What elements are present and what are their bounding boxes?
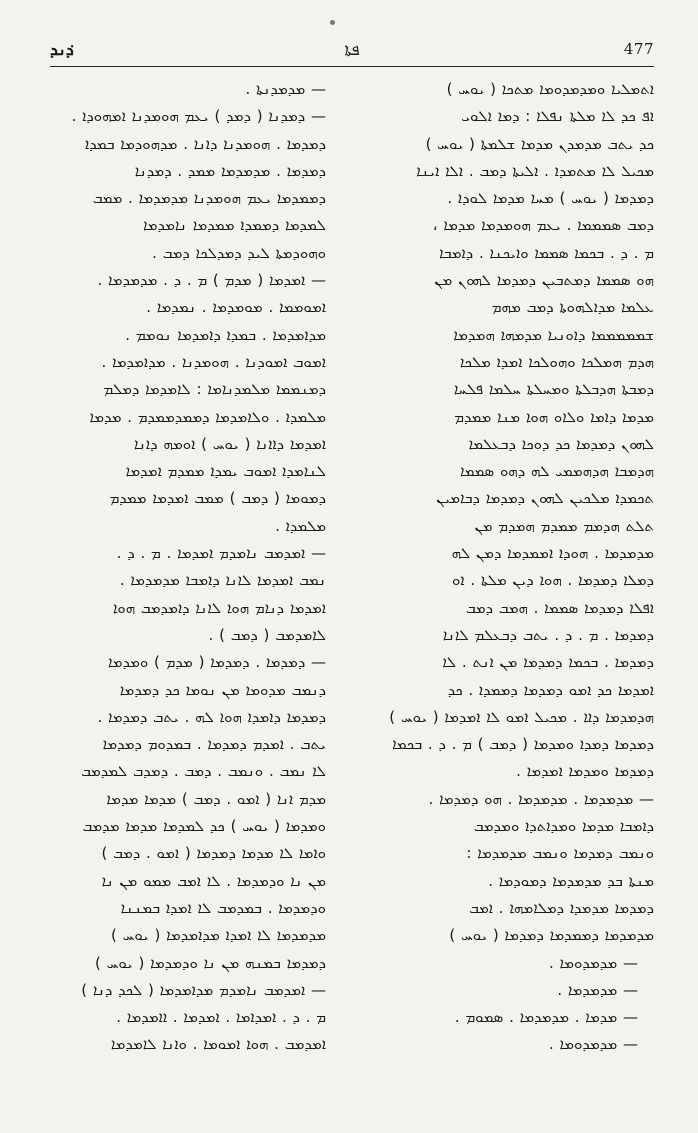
- dictionary-line: ܕܡܕܡܐ ( ܝܘܚ ) ܡܚܐ ܡܕܡܐ ܠܘܕܐ .: [447, 189, 654, 208]
- dictionary-line: — ܡܕܡܕܡܐ .: [557, 980, 638, 999]
- dictionary-line: — ܡܕܡܕܘܡܐ .: [548, 953, 638, 972]
- dictionary-line: ܡܕܡ ܐܢܐ ( ܐܡܘ . ܕܡܒ ) ܡܕܡܐ ܡܕܡܐ: [106, 789, 326, 808]
- dictionary-line: ܡܢ ܢܐ ܘܕܡܕܡܐ . ܠܐ ܐܡܒ ܡܡܘ ܡܢ ܢܐ: [101, 871, 326, 890]
- dictionary-line: ܠܐܡܕܡܒ ( ܕܡܒ ) .: [208, 625, 326, 644]
- dictionary-line: — ܐܡܕܡܒ ܢܐܡܕܡ ܡܕܐܡܕܡܐ ( ܠܟܕ ܕܢܐ ): [81, 980, 326, 999]
- dictionary-line: ܐܡܕܡܐ ܕܐܐܢܐ ( ܝܘܚ ) ܐܘܡܗ ܕܐܢܐ: [133, 434, 326, 453]
- dictionary-line: ܕܐܡܒܐ ܡܕܡܐ ܘܡܕܐܬܕܐ ܘܡܕܡܒ: [473, 817, 654, 836]
- dictionary-line: ܘܡܕܡܐ ( ܝܘܚ ) ܟܕ ܠܡܕܡܐ ܡܕܡܐ ܡܕܡܒ: [82, 817, 326, 836]
- guide-word: ܕ݁ܢܕ: [50, 40, 74, 59]
- page-number: 477: [623, 40, 654, 58]
- dictionary-line: ܬܟܡܕܐ ܡܠܟܝܢ ܠܗܘܢ ܕܡܕܡܐ ܕܒܐܡܝܢ: [436, 489, 654, 508]
- dictionary-line: ܢܡܒ ܐܡܕܡܐ ܠܐܢܐ ܕܐܡܒܐ ܡܕܡܕܡܐ .: [119, 571, 326, 590]
- dictionary-line: ܕܡܕܡܐ ܘܡܕܡܐ ܐܡܕܡܐ .: [516, 762, 654, 781]
- dictionary-line: ܠܢܐܡܕܐ ܐܡܘܒ ܝܡܕܐ ܡܡܕܡ ܐܡܕܡܐ: [125, 462, 326, 481]
- dictionary-line: ܕܡܒܬܐ ܗܕܒܠܬܐ ܘܡܚܠܬܐ ܚܠܡܐ ܦܠܚܐ: [453, 380, 654, 399]
- dictionary-line: ܗܕܡ ܗܡܠܟܐ ܘܗܘܠܟܐ ܐܡܕܐ ܡܠܟܐ: [459, 352, 654, 371]
- dictionary-line: ܕܡܕܡܐ . ܡ . ܕ . ܝܬܒ ܕܒܥܠܡ ܠܐܢܐ: [442, 625, 654, 644]
- dictionary-line: — ܐܡܕܡܐ ( ܡܕܡ ) ܡ . ܕ . ܡܕܡܕܡܐ .: [97, 271, 326, 290]
- dictionary-line: ܡܕܡܕܡܐ ܠܐ ܐܡܕܐ ܡܕܐܡܕܡܐ ( ܝܘܚ ): [111, 926, 326, 945]
- dictionary-line: ܐܡܕܡܐ ܟܕ ܐܡܘ ܕܡܕܡܐ ܕܡܡܕܐ . ܟܕ: [447, 680, 654, 699]
- dictionary-line: ܘܕܡܕܡܐ . ܒܡܕܡܒ ܠܐ ܐܡܕܐ ܒܡܢܢܐ: [120, 898, 326, 917]
- header-rule: [50, 66, 654, 67]
- dictionary-line: ܟܕ ܝܬܒ ܡܕܡܕܢ ܡܕܡܐ ܫܠܡܬܐ ( ܝܘܚ ): [425, 134, 654, 153]
- dictionary-line: ܕܡܢܡܡܐ ܡܠܡܕܢܐܡܐ : ܠܐܡܕܡܐ ܕܡܠܡ: [103, 380, 326, 399]
- dictionary-line: ܗܕܡܒܐ ܗܕܗܡܡܝ ܠܗ ܕܗܘ ܣܡܡܐ: [460, 462, 654, 481]
- dictionary-line: ܐܡܕܡܐ ܕܢܐܡ ܗܘܐ ܠܐܢܐ ܕܐܡܕܡܒ ܗܘܐ: [112, 598, 326, 617]
- dictionary-line: ܡܠܡܕܐ .: [275, 516, 326, 535]
- dictionary-line: ܐܦ ܟܕ ܠܐ ܡܠܬܐ ܢܦܠܐ : ܕܡܐ ܐܠܘܝ: [461, 107, 654, 126]
- dictionary-line: ܕܡܕܡܐ ܒܡܢܗ ܡܢ ܢܐ ܘܕܡܕܡܐ ( ܝܘܚ ): [94, 953, 326, 972]
- dictionary-line: — ܐܡܕܡܒ ܢܐܡܕܡ ܐܡܕܡܐ . ܡ . ܕ .: [116, 544, 326, 563]
- dictionary-line: ܡܕܡܕܡܐ . ܗܘܕܐ ܐܡܡܕܡܐ ܕܡܢ ܠܗ: [451, 544, 654, 563]
- dictionary-line: ܗܕܡܕܡܐ ܕܐܐ . ܡܟܝܠ ܐܡܘ ܠܐ ܐܡܕܡܐ ( ܝܘܚ ): [389, 707, 654, 726]
- dictionary-line: ܘܐܡܐ ܠܐ ܡܕܡܐ ܕܡܕܡܐ ( ܐܡܘ . ܕܡܒ ): [101, 844, 326, 863]
- dictionary-line: ܐܬܡܠܝܐ ܘܡܕܡܕܘܡܐ ܡܬܟܐ ( ܝܘܚ ): [446, 80, 654, 98]
- dictionary-line: ܘܗܘܕܡܬܐ ܠܝܕ ܕܡܕܠܟܐ ܕܡܒ .: [152, 243, 326, 262]
- dictionary-line: ܐܡܕܡܒ . ܗܘܐ ܐܡܘܡܐ . ܘܐܢܐ ܠܐܡܕܡܐ: [110, 1035, 326, 1054]
- dictionary-line: — ܡܕܡܐ . ܡܕܡܕܡܐ . ܣܡܘܡ .: [454, 1008, 638, 1027]
- dictionary-line: ܝܬܒ . ܐܡܕܡ ܕܡܕܡܐ . ܒܡܕܘܡ ܕܡܕܡܐ: [102, 735, 326, 754]
- dictionary-line: ܕܡܘܡܐ ( ܕܡܒ ) ܡܡܒ ܐܡܕܡܐ ܡܡܕܡ: [109, 489, 326, 508]
- dictionary-line: ܡܕܐܡܕܡܐ . ܒܡܕܐ ܕܐܡܕܡܐ ܢܘܡܡ .: [125, 325, 326, 344]
- dictionary-line: ܠܡܕܡܐ ܕܡܡܕܐ ܡܡܕܡܐ ܢܐܡܕܡܐ: [142, 216, 326, 235]
- dictionary-line: ܐܡܘܒ ܐܡܘܕܢܐ . ܗܘܡܕܢܐ . ܡܕܐܡܕܡܐ .: [101, 352, 326, 371]
- dictionary-line: ܡܠܡܕܐ . ܘܠܐܡܕܡܐ ܕܡܡܕܡܡܕܡ . ܡܕܡܐ: [89, 407, 326, 426]
- right-column: [386, 76, 654, 1059]
- dictionary-line: ܐܦܠܐ ܕܡܕܡܐ ܣܡܡܐ . ܗܡܒ ܕܡܒ: [465, 598, 654, 617]
- page-header: [50, 40, 654, 66]
- dictionary-line: ܡܟܝܠ ܠܐ ܡܬܡܕܐ . ܐܠܝܬܐ ܕܡܒ . ܐܠܐ ܐܝܢܐ: [416, 161, 654, 180]
- running-head: ܦܬܐ: [344, 40, 360, 59]
- dictionary-line: ܗܘ ܣܡܡܐ ܕܡܬܒܝܢ ܕܡܕܡܐ ܠܗܘܢ ܡܢ: [434, 271, 654, 290]
- dictionary-line: ܕܡܕܡܐ . ܗܘܡܕܢܐ ܕܐܢܐ . ܡܕܗܘܕܡܐ ܒܡܕܐ: [84, 134, 326, 153]
- dictionary-line: ܕܡܕܡܐ ܕܡܕܐ ܘܡܕܡܐ ( ܕܡܒ ) ܡ . ܕ . ܒܟܡܐ: [392, 735, 654, 754]
- dictionary-line: — ܡܕܡܕܘܡܐ .: [548, 1035, 638, 1054]
- left-column: [50, 76, 326, 1059]
- dictionary-line: ܕܡܕܡܐ ܕܐܡܕܐ ܗܘܐ ܠܗ . ܝܬܒ ܕܡܕܡܐ .: [97, 707, 326, 726]
- dictionary-line: ܡܕܡܐ ܕܐܡܐ ܘܠܐܘ ܗܘܐ ܡܢܐ ܡܡܕܡ: [454, 407, 654, 426]
- dictionary-line: — ܡܕܡܕܡܐ . ܡܕܡܕܡܐ . ܗܘ ܕܡܕܡܐ .: [428, 789, 654, 808]
- dictionary-line: ܕܡܒ ܣܡܡܡܐ . ܝܥܡ ܗܘܡܕܡܐ ܡܕܡܐ ،: [432, 216, 654, 235]
- dictionary-line: — ܕܡܕܢܐ ( ܕܡܕ ) ܝܥܡ ܗܘܡܕܢܐ ܐܡܗܘܕܐ .: [71, 107, 326, 126]
- dictionary-line: ܠܐ ܢܡܒ . ܘܢܡܒ . ܕܡܒ . ܕܡܕܒ ܠܡܕܡܒ: [81, 762, 326, 781]
- dictionary-line: ܐܡܘܡܡܐ . ܡܘܡܕܡܐ . ܢܡܕܡܐ .: [146, 298, 326, 317]
- dictionary-line: ܡ . ܕ . ܐܡܕܐܡܐ . ܐܡܕܡܐ . ܐܐܡܕܡܐ .: [116, 1008, 326, 1027]
- dictionary-line: ܕܢܡܒ ܡܕܘܡܐ ܡܢ ܢܘܡܐ ܟܕ ܕܡܕܡܐ: [119, 680, 326, 699]
- dictionary-line: ܥܠܡܐ ܡܕܐܠܗܘܬܐ ܕܡܒ ܡܗܡ: [491, 298, 654, 317]
- dictionary-line: ܡܕܡܕܡܐ ܕܡܡܕܡܐ ܕܡܕܡܐ ( ܝܘܚ ): [449, 926, 654, 945]
- dictionary-line: ܡ . ܕ . ܒܟܡܐ ܣܡܡܐ ܘܐܝܟܢܐ . ܕܐܡܒܐ: [438, 243, 654, 262]
- dictionary-line: ܠܗܘܢ ܕܡܕܡܐ ܟܕ ܕܘܟܐ ܕܒܥܠܡܐ: [468, 434, 654, 453]
- dictionary-line: ܕܡܠܐ ܕܡܕܡܐ . ܗܘܐ ܕܝܢ ܡܠܬܐ . ܐܘ: [452, 571, 654, 590]
- dictionary-line: ܬܠܬ ܗܕܡܡ ܡܡܕܡ ܗܡܕܡ ܡܢ: [474, 516, 654, 535]
- dictionary-line: — ܕܡܕܡܐ . ܕܡܕܡܐ ( ܡܕܡ ) ܘܡܕܡܐ: [107, 653, 326, 672]
- dictionary-line: ܡܢܬܐ ܒܕ ܡܕܡܕܡܐ ܕܡܘܕܡܐ .: [488, 871, 654, 890]
- dictionary-line: ܕܡܕܡܐ . ܡܕܡܕܡܐ ܡܡܕ . ܕܡܕܢܐ: [134, 161, 326, 180]
- dictionary-line: ܘܢܡܒ ܕܡܕܡܐ ܘܢܡܒ ܡܕܡܕܡܐ :: [466, 844, 654, 863]
- page-speck: [330, 20, 335, 25]
- dictionary-line: — ܡܕܡܕܢܬܐ .: [245, 80, 326, 98]
- dictionary-line: ܕܡܡܕܡܐ ܝܥܡ ܗܘܡܕܢܐ ܡܕܡܕܡܐ . ܡܡܒ: [92, 189, 326, 208]
- dictionary-line: ܫܡܡܡܡܡܐ ܕܐܘܢܝܐ ܡܕܡܗܐ ܗܡܕܡܐ: [453, 325, 654, 344]
- dictionary-line: ܕܡܕܡܐ ܡܕܡܕܐ ܕܡܠܐܡܗܐ . ܐܡܒ: [469, 898, 654, 917]
- dictionary-line: ܕܡܕܡܐ . ܒܟܡܐ ܕܡܕܡܐ ܡܢ ܐܢܬ . ܠܐ: [442, 653, 654, 672]
